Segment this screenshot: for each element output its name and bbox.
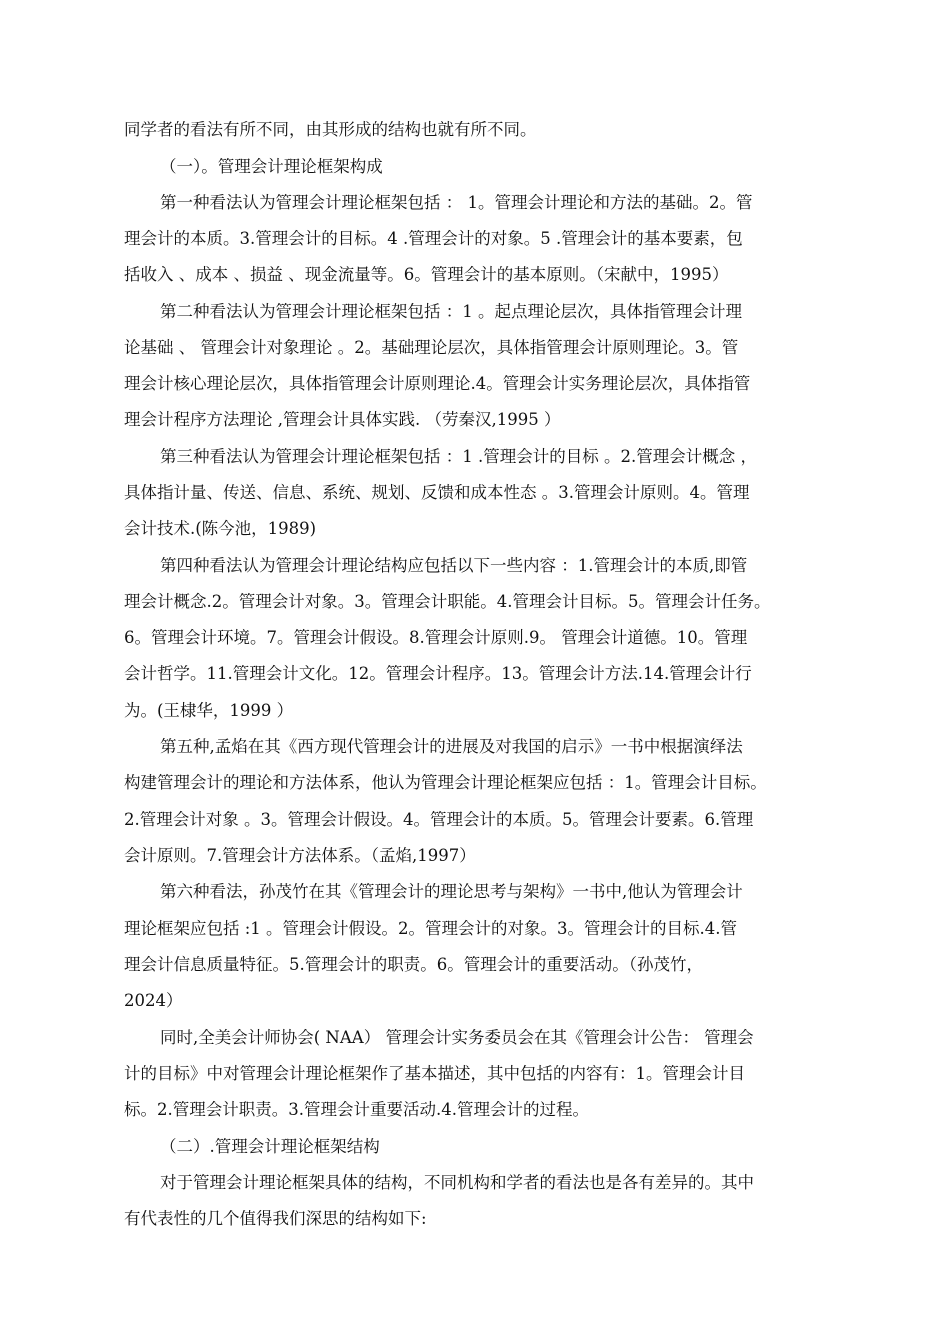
text-line: 有代表性的几个值得我们深思的结构如下: xyxy=(124,1209,427,1228)
text-line: 第二种看法认为管理会计理论框架包括 ：1 。起点理论层次，具体指管理会计理 xyxy=(160,302,742,321)
section-heading-1: （一）。管理会计理论框架构成 xyxy=(160,157,383,176)
text-line: 第四种看法认为管理会计理论结构应包括以下一些内容 ：1.管理会计的本质,即管 xyxy=(160,556,748,575)
text-line: 理会计核心理论层次，具体指管理会计原则理论.4。管理会计实务理论层次，具体指管 xyxy=(124,374,751,393)
section-heading-2: （二）.管理会计理论框架结构 xyxy=(160,1137,380,1156)
text-line: 理会计概念.2。管理会计对象。3。管理会计职能。4.管理会计目标。5。管理会计任务。 xyxy=(124,592,771,611)
text-line: 同时,全美会计师协会( NAA） 管理会计实务委员会在其《管理会计公告： 管理会 xyxy=(160,1028,754,1047)
text-line: 同学者的看法有所不同，由其形成的结构也就有所不同。 xyxy=(124,120,537,139)
text-line: 括收入 、成本 、损益 、现金流量等。6。管理会计的基本原则。（宋献中，1995） xyxy=(124,265,729,284)
text-line: 第五种,孟焰在其《西方现代管理会计的进展及对我国的启示》一书中根据演绎法 xyxy=(160,737,743,756)
text-line: 第六种看法，孙茂竹在其《管理会计的理论思考与架构》一书中,他认为管理会计 xyxy=(160,882,743,901)
text-line: 标。2.管理会计职责。3.管理会计重要活动.4.管理会计的过程。 xyxy=(124,1100,589,1119)
text-line: 对于管理会计理论框架具体的结构，不同机构和学者的看法也是各有差异的。其中 xyxy=(160,1173,754,1192)
text-line: 计的目标》中对管理会计理论框架作了基本描述，其中包括的内容有：1。管理会计目 xyxy=(124,1064,745,1083)
text-line: 构建管理会计的理论和方法体系，他认为管理会计理论框架应包括 ：1。管理会计目标。 xyxy=(124,773,767,792)
text-line: 2.管理会计对象 。3。管理会计假设。4。管理会计的本质。5。管理会计要素。6.管理 xyxy=(124,810,754,829)
text-line: 理会计信息质量特征。5.管理会计的职责。6。管理会计的重要活动。（孙茂竹， xyxy=(124,955,703,974)
text-line: 理会计的本质。3.管理会计的目标。4 .管理会计的对象。5 .管理会计的基本要素，包 xyxy=(124,229,743,248)
text-line: 第一种看法认为管理会计理论框架包括 ： 1。管理会计理论和方法的基础。2。管 xyxy=(160,193,753,212)
text-line: 为。(王棣华，1999 ） xyxy=(124,701,294,720)
text-line: 论基础 、 管理会计对象理论 。2。基础理论层次，具体指管理会计原则理论。3。管 xyxy=(124,338,739,357)
text-line: 2024） xyxy=(124,991,183,1010)
text-line: 6。管理会计环境。7。管理会计假设。8.管理会计原则.9。 管理会计道德。10。管理 xyxy=(124,628,748,647)
text-line: 第三种看法认为管理会计理论框架包括 ：1 .管理会计的目标 。2.管理会计概念 ， xyxy=(160,447,757,466)
text-line: 具体指计量、传送、信息、系统、规划、反馈和成本性态 。3.管理会计原则。4。管理 xyxy=(124,483,750,502)
text-line: 会计原则。7.管理会计方法体系。（孟焰,1997） xyxy=(124,846,476,865)
text-line: 理会计程序方法理论 ,管理会计具体实践. （劳秦汉,1995 ） xyxy=(124,410,561,429)
text-line: 会计技术.(陈今池，1989) xyxy=(124,519,317,538)
text-line: 理论框架应包括 :1 。管理会计假设。2。管理会计的对象。3。管理会计的目标.4.管 xyxy=(124,919,738,938)
text-line: 会计哲学。11.管理会计文化。12。管理会计程序。13。管理会计方法.14.管理会计行 xyxy=(124,664,752,683)
